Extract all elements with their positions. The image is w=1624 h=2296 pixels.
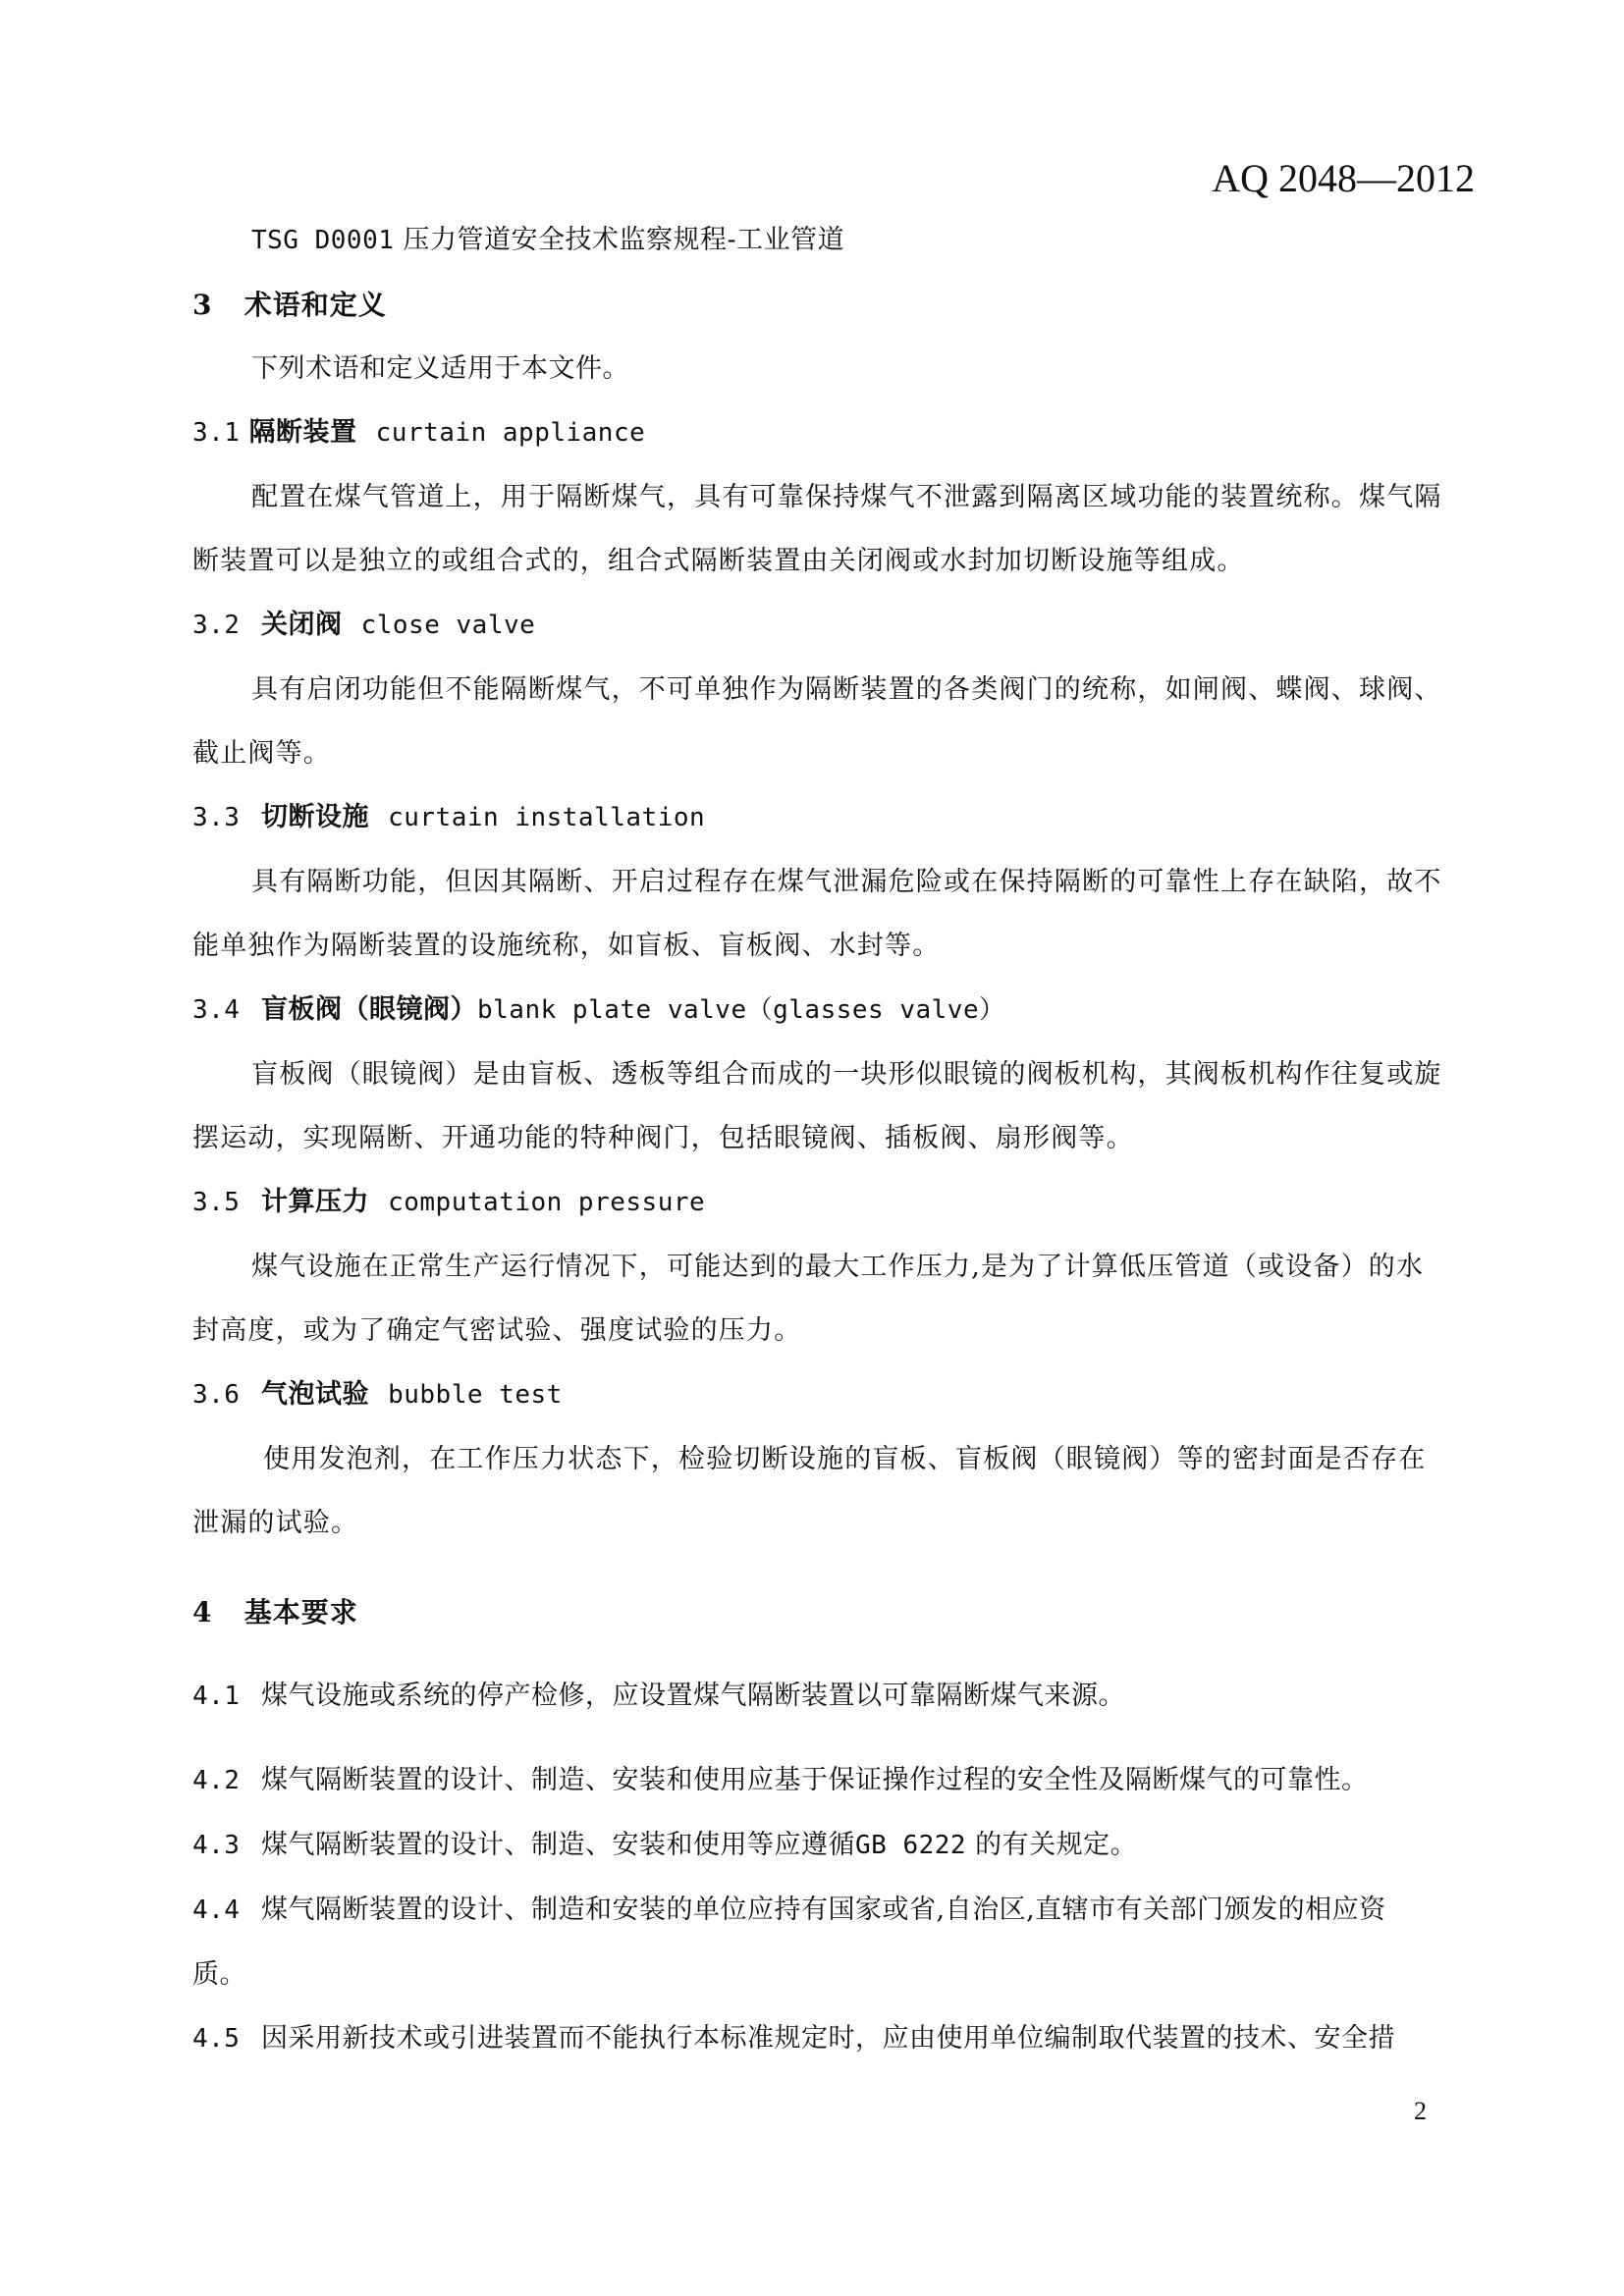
page-body [192,208,1475,2071]
section-3-number: 3 [192,289,213,321]
reference-title: 压力管道安全技术监察规程-工业管道 [403,225,845,255]
spacer [192,1729,1475,1748]
section-3-intro: 下列术语和定义适用于本文件。 [251,353,629,384]
term-en: computation pressure [388,1188,706,1217]
definition-line: 能单独作为隔断装置的设施统称，如盲板、盲板阀、水封等。 [192,931,941,961]
term-definition [192,465,1475,593]
term-zh: 关闭阀 [261,610,343,640]
requirement-number: 4.1 [192,1682,241,1711]
requirement-item [192,1664,1475,1729]
term-definition [192,658,1475,785]
spacer [192,1555,1475,1580]
requirement-number: 4.2 [192,1766,241,1795]
requirement-text: 煤气隔断装置的设计、制造和安装的单位应持有国家或省,自治区,直辖市有关部门颁发的相应资 [261,1895,1386,1925]
term-zh: 计算压力 [261,1187,369,1217]
requirement-number: 4.4 [192,1896,241,1925]
reference-line [192,208,1475,273]
reference-code: TSG D0001 [251,226,395,255]
page-number: 2 [1414,2097,1427,2125]
spacer [192,1644,1475,1664]
definition-line: 煤气设施在正常生产运行情况下，可能达到的最大工作压力,是为了计算低压管道（或设备）的水 [251,1252,1425,1282]
standard-code: GB 6222 [855,1831,967,1860]
section-4-number: 4 [192,1596,213,1629]
document-code: AQ 2048—2012 [1212,156,1475,200]
term-number: 3.5 [192,1188,241,1217]
requirement-text: 的有关规定。 [975,1830,1138,1860]
section-4-title: 基本要求 [244,1596,358,1629]
requirement-number: 4.5 [192,2024,241,2054]
term-number: 3.2 [192,611,241,640]
section-4-heading [192,1580,1475,1644]
section-3-heading [192,273,1475,337]
term-en: bubble test [388,1380,563,1410]
term-definition [192,850,1475,978]
definition-line: 具有隔断功能，但因其隔断、开启过程存在煤气泄漏危险或在保持隔断的可靠性上存在缺陷，故不 [251,867,1442,897]
term-definition [192,1235,1475,1362]
term-zh: 盲板阀（眼镜阀） [261,994,477,1025]
term-zh: 隔断装置 [248,417,357,448]
definition-line: 截止阀等。 [192,738,331,769]
requirement-text: 煤气隔断装置的设计、制造、安装和使用等应遵循 [261,1830,855,1860]
requirement-item [192,1878,1475,1943]
term-zh: 气泡试验 [261,1379,369,1410]
requirement-item [192,1813,1475,1878]
definition-line: 使用发泡剂，在工作压力状态下，检验切断设施的盲板、盲板阀（眼镜阀）等的密封面是否存在 [263,1444,1427,1474]
definition-line: 盲板阀（眼镜阀）是由盲板、透板等组合而成的一块形似眼镜的阀板机构，其阀板机构作往复或旋 [251,1059,1442,1090]
term-definition [192,1427,1475,1555]
definition-line: 断装置可以是独立的或组合式的，组合式隔断装置由关闭阀或水封加切断设施等组成。 [192,546,1245,576]
section-3-title: 术语和定义 [244,289,387,321]
requirement-item [192,2006,1475,2071]
term-heading [192,978,1475,1042]
term-number: 3.6 [192,1380,241,1410]
definition-line: 具有启闭功能但不能隔断煤气，不可单独作为隔断装置的各类阀门的统称，如闸阀、蝶阀、球阀、 [251,674,1442,705]
term-heading [192,593,1475,658]
requirement-number: 4.3 [192,1831,241,1860]
term-definition [192,1042,1475,1170]
requirement-text: 煤气设施或系统的停产检修，应设置煤气隔断装置以可靠隔断煤气来源。 [261,1681,1125,1711]
requirement-item [192,1748,1475,1813]
definition-line: 摆运动，实现隔断、开通功能的特种阀门，包括眼镜阀、插板阀、扇形阀等。 [192,1123,1134,1153]
term-zh: 切断设施 [261,802,369,832]
term-en: curtain installation [388,803,706,832]
requirement-text: 因采用新技术或引进装置而不能执行本标准规定时，应由使用单位编制取代装置的技术、安全措 [261,2023,1395,2054]
term-en: close valve [360,611,536,640]
definition-line: 配置在煤气管道上，用于隔断煤气，具有可靠保持煤气不泄露到隔离区域功能的装置统称。煤气隔 [251,482,1442,512]
term-heading [192,1362,1475,1427]
definition-line: 泄漏的试验。 [192,1508,359,1538]
term-heading [192,785,1475,850]
definition-line: 封高度，或为了确定气密试验、强度试验的压力。 [192,1315,802,1346]
term-heading [192,1170,1475,1235]
term-number: 3.1 [192,418,241,448]
term-en: curtain appliance [375,418,646,448]
requirement-continuation: 质。 [192,1959,246,1990]
term-number: 3.3 [192,803,241,832]
term-number: 3.4 [192,995,241,1025]
requirement-text: 煤气隔断装置的设计、制造、安装和使用应基于保证操作过程的安全性及隔断煤气的可靠性。 [261,1765,1369,1795]
term-heading [192,400,1475,465]
term-en: blank plate valve（glasses valve） [477,995,1005,1025]
